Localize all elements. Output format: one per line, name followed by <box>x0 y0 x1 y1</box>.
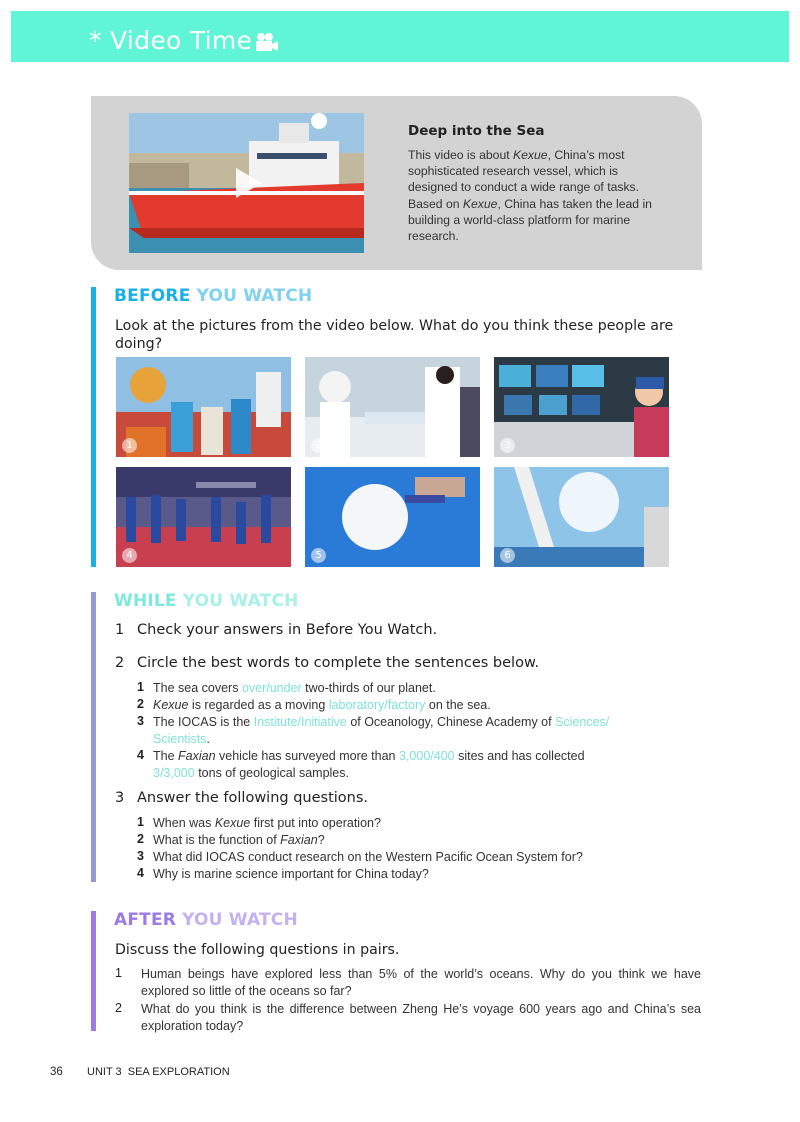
photo-number: 6 <box>500 548 515 563</box>
after-prompt: Discuss the following questions in pairs. <box>115 942 400 958</box>
word-choice[interactable]: 3,000/400 <box>398 749 455 763</box>
video-still-1 <box>116 357 291 457</box>
after-section-bar <box>91 911 96 1031</box>
before-prompt: Look at the pictures from the video below. What do you think these people are doing? <box>115 318 674 352</box>
photo-number: 4 <box>122 548 137 563</box>
while-q2-number: 2 <box>115 655 125 671</box>
before-heading: BEFORE YOU WATCH <box>114 286 313 306</box>
question-1: When was Kexue first put into operation? <box>153 816 381 830</box>
word-choice[interactable]: laboratory/factory <box>328 698 426 712</box>
photo-number: 5 <box>311 548 326 563</box>
video-still-3 <box>494 357 669 457</box>
question-number: 2 <box>137 832 144 846</box>
sentence-4-continued: 3/3,000 tons of geological samples. <box>153 766 349 780</box>
question-number: 3 <box>137 849 144 863</box>
while-q2-text: Circle the best words to complete the sentences below. <box>137 655 540 671</box>
word-choice[interactable]: Sciences/ <box>555 715 610 729</box>
page-number: 36 <box>50 1066 63 1078</box>
discussion-question-1: Human beings have explored less than 5% of the world’s oceans. Why do you think we have explored so little of the oceans so far? <box>141 967 701 998</box>
unit-label: UNIT 3 SEA EXPLORATION <box>87 1066 230 1078</box>
question-number: 4 <box>137 866 144 880</box>
video-still-2 <box>305 357 480 457</box>
sentence-1: The sea covers over/under two-thirds of our planet. <box>153 681 436 695</box>
while-section-bar <box>91 592 96 882</box>
video-camera-icon <box>254 31 278 53</box>
question-4: Why is marine science important for China today? <box>153 867 429 881</box>
question-number: 1 <box>137 815 144 829</box>
sentence-number: 4 <box>137 748 144 762</box>
after-heading: AFTER YOU WATCH <box>114 910 298 930</box>
sentence-3: The IOCAS is the Institute/Initiative of Oceanology, Chinese Academy of Sciences/ <box>153 715 610 729</box>
video-still-6 <box>494 467 669 567</box>
photo-number: 1 <box>122 438 137 453</box>
video-still-4 <box>116 467 291 567</box>
question-3: What did IOCAS conduct research on the Western Pacific Ocean System for? <box>153 850 583 864</box>
question-2: What is the function of Faxian? <box>153 833 325 847</box>
sentence-4: The Faxian vehicle has surveyed more than 3,000/400 sites and has collected <box>153 749 585 763</box>
sentence-2: Kexue is regarded as a moving laboratory/factory on the sea. <box>153 698 491 712</box>
banner-title: * Video Time <box>89 26 253 55</box>
photo-number: 3 <box>500 438 515 453</box>
play-icon[interactable] <box>226 163 266 203</box>
word-choice[interactable]: Institute/Initiative <box>253 715 347 729</box>
video-description: This video is about Kexue, China’s most sophisticated research vessel, which is designed to conduct a wide range of tasks. Based on Kexue, China has taken the lead in building a world-class platform for marine research. <box>408 148 652 244</box>
while-q1-text: Check your answers in Before You Watch. <box>137 622 438 638</box>
while-q1-number: 1 <box>115 622 125 638</box>
video-title: Deep into the Sea <box>408 123 545 139</box>
discussion-question-2: What do you think is the difference between Zheng He’s voyage 600 years ago and China’s sea exploration today? <box>141 1002 701 1033</box>
word-choice[interactable]: Scientists <box>153 732 207 746</box>
while-q3-text: Answer the following questions. <box>137 790 369 806</box>
photo-number: 2 <box>311 438 326 453</box>
before-section-bar <box>91 287 96 567</box>
word-choice[interactable]: 3/3,000 <box>153 766 195 780</box>
sentence-3-continued: Scientists. <box>153 732 210 746</box>
discussion-number: 2 <box>115 1001 122 1015</box>
sentence-number: 1 <box>137 680 144 694</box>
sentence-number: 3 <box>137 714 144 728</box>
discussion-number: 1 <box>115 966 122 980</box>
video-still-5 <box>305 467 480 567</box>
while-q3-number: 3 <box>115 790 125 806</box>
sentence-number: 2 <box>137 697 144 711</box>
word-choice[interactable]: over/under <box>241 681 302 695</box>
while-heading: WHILE YOU WATCH <box>114 591 299 611</box>
